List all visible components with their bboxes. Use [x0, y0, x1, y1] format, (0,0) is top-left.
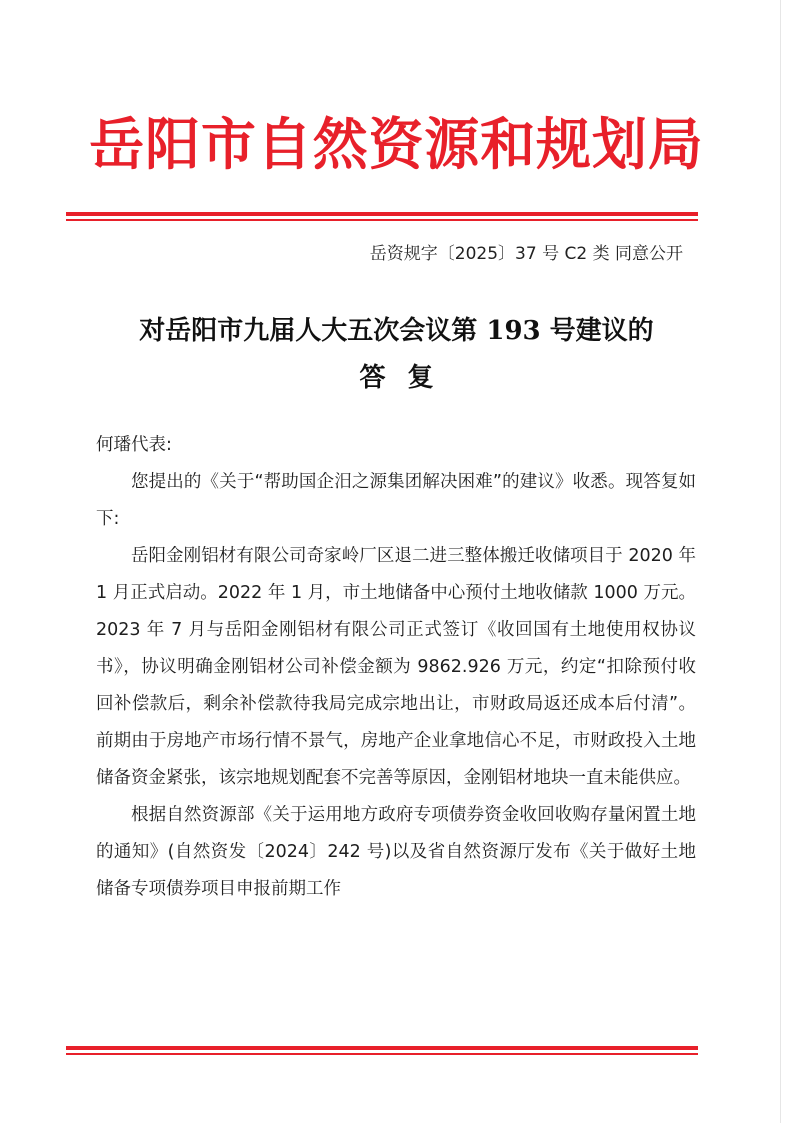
body-paragraph-1: 您提出的《关于“帮助国企汨之源集团解决困难”的建议》收悉。现答复如下: — [96, 472, 696, 529]
footer-rule-thick — [66, 1046, 698, 1050]
salutation: 何璠代表: — [96, 435, 172, 455]
document-number: 岳资规字〔2025〕37 号 C2 类 同意公开 — [369, 244, 683, 264]
document-title-line2: 答复 — [359, 363, 456, 393]
body-paragraph-2: 岳阳金刚铝材有限公司奇家岭厂区退二进三整体搬迁收储项目于 2020 年 1 月正式启动。2022 年 1 月，市土地储备中心预付土地收储款 1000 万元。2023 年 7 月与岳阳金刚铝材有限公司正式签订《收回国有土地使用权协议书》，协议明确金刚铝材公司补偿金额为 9862.926 万元，约定“扣除预付收回补偿款后，剩余补偿款待我局完成宗地出让，市财政局返还成本后付清”。前期由于房地产市场行情不景气，房地产企业拿地信心不足，市财政投入土地储备资金紧张，该宗地规划配套不完善等原因，金刚铝材地块一直未能供应。 — [96, 546, 696, 788]
header-rule-thin — [66, 219, 698, 221]
body-paragraph-3: 根据自然资源部《关于运用地方政府专项债券资金收回收购存量闲置土地的通知》(自然资发〔2024〕242 号)以及省自然资源厅发布《关于做好土地储备专项债券项目申报前期工作 — [96, 805, 696, 899]
header-rule-thick — [66, 212, 698, 216]
footer-rule-thin — [66, 1053, 698, 1055]
organization-masthead: 岳阳市自然资源和规划局 — [89, 112, 704, 178]
scan-edge-line — [780, 0, 781, 1123]
document-body — [96, 427, 696, 908]
document-title-line1: 对岳阳市九届人大五次会议第 193 号建议的 — [139, 316, 654, 346]
